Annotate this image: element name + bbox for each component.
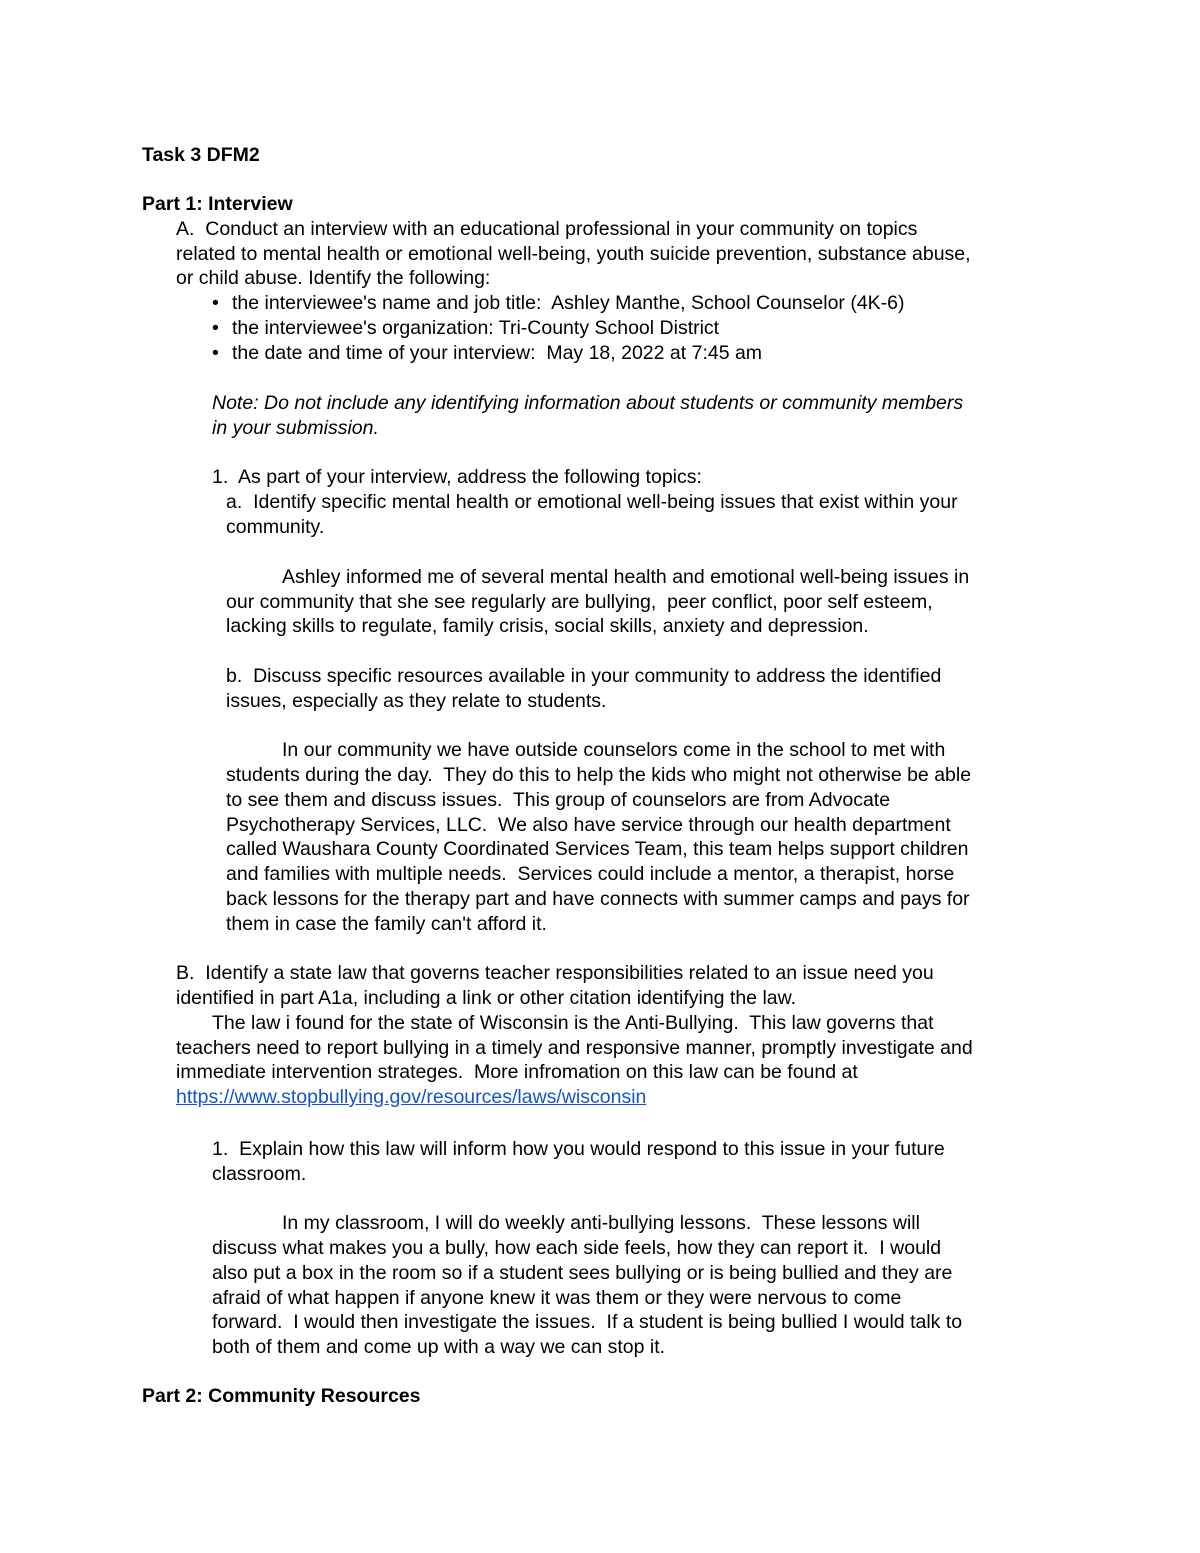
answer-b-line-6: and families with multiple needs. Services could include a mentor, a therapist, horse bbox=[226, 863, 955, 885]
note-line-1: Note: Do not include any identifying information about students or community members bbox=[212, 392, 964, 414]
bullet-text: the interviewee's organization: Tri-County School District bbox=[232, 317, 720, 339]
answer-a-line-3: lacking skills to regulate, family crisis, social skills, anxiety and depression. bbox=[226, 615, 869, 637]
bullet-icon: • bbox=[212, 317, 219, 339]
answer-a-line-2: our community that she see regularly are bullying, peer conflict, poor self esteem, bbox=[226, 591, 933, 613]
item-a-line-1: a. Identify specific mental health or emotional well-being issues that exist within your bbox=[226, 491, 958, 513]
partB-answer1-line-1: In my classroom, I will do weekly anti-bullying lessons. These lessons will bbox=[282, 1212, 920, 1234]
partB-item1-line-2: classroom. bbox=[212, 1163, 307, 1185]
item1-heading: 1. As part of your interview, address the following topics: bbox=[212, 466, 702, 488]
partA-line-1: A. Conduct an interview with an educational professional in your community on topics bbox=[176, 218, 918, 240]
answer-b-line-1: In our community we have outside counselors come in the school to met with bbox=[282, 739, 946, 761]
bullet-icon: • bbox=[212, 342, 219, 364]
partB-answer1-line-3: also put a box in the room so if a student sees bullying or is being bullied and they are bbox=[212, 1262, 953, 1284]
partB-answer-line-1: The law i found for the state of Wisconsin is the Anti-Bullying. This law governs that bbox=[212, 1012, 934, 1034]
answer-b-line-4: Psychotherapy Services, LLC. We also have service through our health department bbox=[226, 814, 951, 836]
part1-heading: Part 1: Interview bbox=[142, 193, 293, 215]
partB-answer-line-2: teachers need to report bullying in a timely and responsive manner, promptly investigate and bbox=[176, 1037, 973, 1059]
answer-b-line-5: called Waushara County Coordinated Services Team, this team helps support children bbox=[226, 838, 969, 860]
partB-answer1-line-6: both of them and come up with a way we can stop it. bbox=[212, 1336, 666, 1358]
answer-b-line-8: them in case the family can't afford it. bbox=[226, 913, 547, 935]
document-title: Task 3 DFM2 bbox=[142, 144, 260, 166]
partB-answer-line-3: immediate intervention strateges. More infromation on this law can be found at bbox=[176, 1061, 858, 1083]
partA-line-2: related to mental health or emotional well-being, youth suicide prevention, substance abuse, bbox=[176, 243, 971, 265]
answer-a-line-1: Ashley informed me of several mental health and emotional well-being issues in bbox=[282, 566, 970, 588]
partB-answer1-line-2: discuss what makes you a bully, how each side feels, how they can report it. I would bbox=[212, 1237, 942, 1259]
item-b-line-2: issues, especially as they relate to students. bbox=[226, 690, 607, 712]
answer-b-line-2: students during the day. They do this to help the kids who might not otherwise be able bbox=[226, 764, 972, 786]
partB-answer1-line-5: forward. I would then investigate the issues. If a student is being bullied I would talk to bbox=[212, 1311, 963, 1333]
partA-line-3: or child abuse. Identify the following: bbox=[176, 267, 491, 289]
bullet-icon: • bbox=[212, 292, 219, 314]
item-a-line-2: community. bbox=[226, 516, 325, 538]
partB-answer1-line-4: afraid of what happen if anyone knew it was them or they were nervous to come bbox=[212, 1287, 902, 1309]
item-b-line-1: b. Discuss specific resources available in your community to address the identified bbox=[226, 665, 942, 687]
law-link[interactable]: https://www.stopbullying.gov/resources/laws/wisconsin bbox=[176, 1086, 647, 1108]
note-line-2: in your submission. bbox=[212, 417, 379, 439]
bullet-item-name bbox=[212, 291, 905, 315]
bullet-item-organization bbox=[212, 316, 719, 340]
bullet-text: the interviewee's name and job title: Ashley Manthe, School Counselor (4K-6) bbox=[232, 292, 905, 314]
answer-b-line-3: to see them and discuss issues. This group of counselors are from Advocate bbox=[226, 789, 891, 811]
part2-heading: Part 2: Community Resources bbox=[142, 1385, 421, 1407]
partB-line-2: identified in part A1a, including a link or other citation identifying the law. bbox=[176, 987, 797, 1009]
bullet-text: the date and time of your interview: May 18, 2022 at 7:45 am bbox=[232, 342, 763, 364]
bullet-item-date bbox=[212, 341, 762, 365]
partB-item1-line-1: 1. Explain how this law will inform how you would respond to this issue in your future bbox=[212, 1138, 945, 1160]
partB-line-1: B. Identify a state law that governs teacher responsibilities related to an issue need you bbox=[176, 962, 934, 984]
answer-b-line-7: back lessons for the therapy part and have connects with summer camps and pays for bbox=[226, 888, 970, 910]
